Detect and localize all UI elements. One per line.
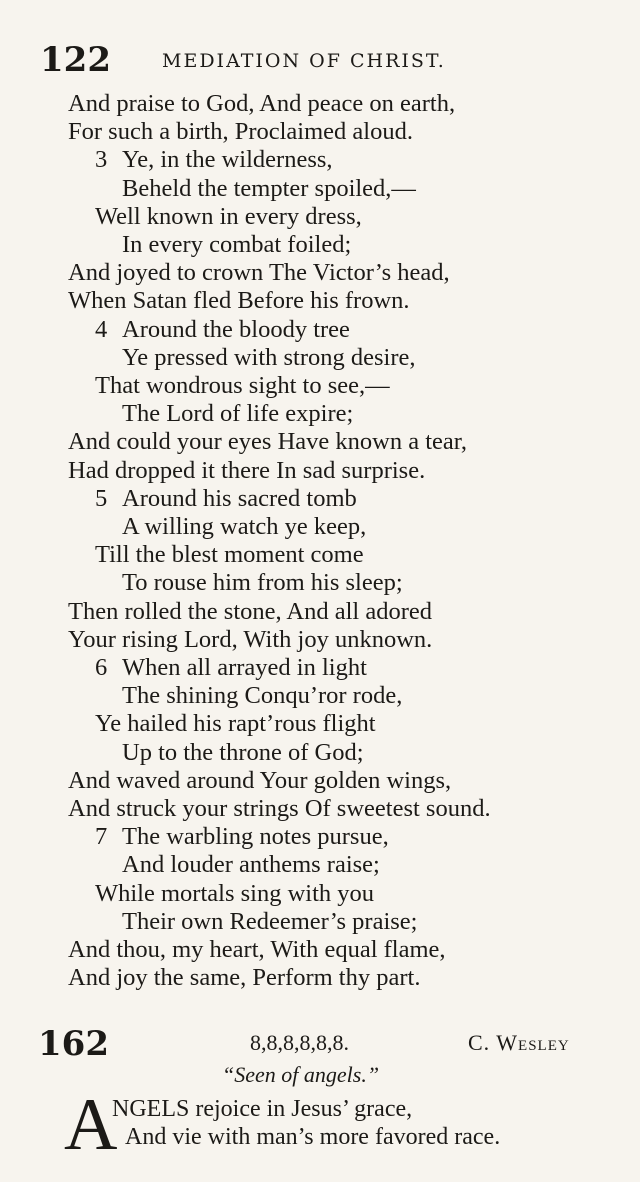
poem-line bbox=[68, 936, 446, 964]
poem-line bbox=[68, 457, 425, 485]
line-text: And thou, my heart, With equal flame, bbox=[68, 936, 446, 963]
line-text: For such a birth, Proclaimed aloud. bbox=[68, 118, 413, 146]
verse-start-line bbox=[95, 654, 367, 682]
poem-line bbox=[95, 203, 362, 231]
poem-line bbox=[122, 400, 353, 428]
poem-line bbox=[68, 90, 455, 118]
line-text: When all arrayed in light bbox=[122, 654, 367, 681]
line-text: And praise to God, And peace on earth, bbox=[68, 90, 456, 117]
line-text: And louder anthems raise; bbox=[122, 851, 380, 879]
hymn-second-line: And vie with man’s more favored race. bbox=[125, 1124, 501, 1150]
verse-start-line bbox=[95, 146, 333, 174]
line-text: Well known in every dress, bbox=[95, 202, 362, 230]
poem-line bbox=[68, 428, 467, 456]
line-text: And could your eyes Have known a tear, bbox=[68, 428, 468, 456]
poem-line bbox=[122, 569, 403, 597]
poem-line bbox=[95, 880, 374, 908]
poem-line bbox=[122, 175, 416, 203]
poem-line bbox=[122, 682, 402, 710]
hymn-heading bbox=[38, 1024, 600, 1064]
verse-number: 7 bbox=[95, 823, 108, 851]
line-text: Beheld the tempter spoiled,— bbox=[122, 174, 416, 202]
line-text: And waved around Your golden wings, bbox=[68, 766, 452, 794]
poem-line bbox=[122, 851, 380, 879]
line-text: In every combat foiled; bbox=[122, 231, 352, 258]
line-text: Then rolled the stone, And all adored bbox=[68, 597, 432, 625]
poem-line bbox=[68, 118, 413, 146]
line-text: Ye hailed his rapt’rous flight bbox=[95, 710, 376, 738]
line-text: The warbling notes pursue, bbox=[122, 823, 389, 851]
line-text: Had dropped it there In sad surprise. bbox=[68, 456, 426, 484]
poem-line bbox=[122, 344, 416, 372]
poem-line bbox=[95, 372, 390, 400]
hymn-author: C. Wesley bbox=[468, 1030, 570, 1055]
poem-line bbox=[68, 767, 451, 795]
poem-line bbox=[68, 626, 432, 654]
poem-line bbox=[68, 795, 491, 823]
poem-line bbox=[68, 287, 410, 315]
line-text: To rouse him from his sleep; bbox=[122, 569, 403, 597]
verse-number: 4 bbox=[95, 315, 108, 343]
verse-start-line bbox=[95, 823, 389, 851]
line-text: Your rising Lord, With joy unknown. bbox=[68, 625, 433, 653]
poem-line bbox=[122, 513, 366, 541]
verse-start-line bbox=[95, 316, 350, 344]
line-text: Till the blest moment come bbox=[95, 541, 364, 569]
line-text: And joyed to crown The Victor’s head, bbox=[68, 259, 450, 287]
hymn-number: 162 bbox=[38, 1024, 109, 1064]
poem-line bbox=[95, 541, 364, 569]
line-text: Around the bloody tree bbox=[122, 315, 350, 343]
line-text: Up to the throne of God; bbox=[122, 738, 364, 766]
line-text: Around his sacred tomb bbox=[122, 484, 357, 512]
line-text: Ye, in the wilderness, bbox=[122, 146, 333, 174]
running-head: MEDIATION OF CHRIST. bbox=[162, 50, 446, 72]
line-text: And joy the same, Perform thy part. bbox=[68, 964, 421, 992]
poem-line bbox=[122, 908, 417, 936]
line-text: And struck your strings Of sweetest sound. bbox=[68, 795, 491, 822]
line-text: That wondrous sight to see,— bbox=[95, 372, 390, 399]
drop-cap: A bbox=[64, 1084, 118, 1166]
scripture-reference: “Seen of angels.” bbox=[222, 1062, 380, 1087]
line-text: Their own Redeemer’s praise; bbox=[122, 907, 418, 935]
poem-line bbox=[95, 710, 376, 738]
verse-number: 6 bbox=[95, 654, 108, 681]
poem-line bbox=[122, 739, 364, 767]
line-text: Ye pressed with strong desire, bbox=[122, 343, 416, 371]
line-text: The Lord of life expire; bbox=[122, 400, 354, 428]
line-text: When Satan fled Before his frown. bbox=[68, 287, 410, 315]
poem-line bbox=[68, 964, 420, 992]
hymn-first-line: NGELS rejoice in Jesus’ grace, bbox=[112, 1096, 413, 1122]
verse-number: 5 bbox=[95, 484, 108, 512]
page-number: 122 bbox=[40, 40, 111, 80]
verse-number: 3 bbox=[95, 146, 108, 174]
poem-line bbox=[68, 259, 450, 287]
line-text: A willing watch ye keep, bbox=[122, 513, 367, 540]
verse-start-line bbox=[95, 485, 357, 513]
line-text: The shining Conqu’ror rode, bbox=[122, 682, 403, 710]
page-header bbox=[40, 40, 620, 84]
hymn-meter: 8,8,8,8,8,8. bbox=[250, 1030, 349, 1055]
poem-line bbox=[122, 231, 351, 259]
poem-line bbox=[68, 598, 432, 626]
line-text: While mortals sing with you bbox=[95, 879, 374, 907]
